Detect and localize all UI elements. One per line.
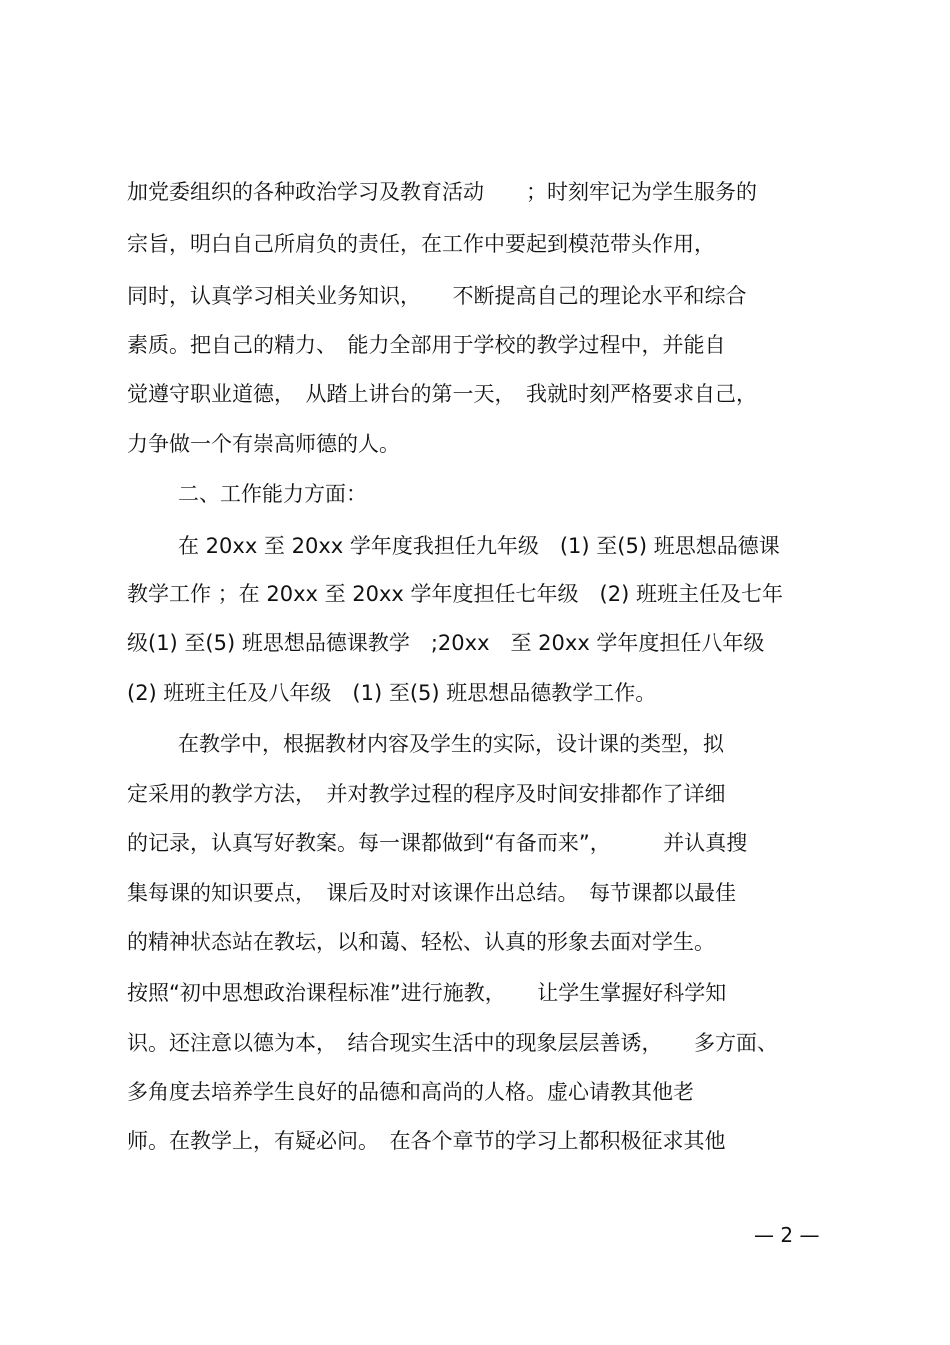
- text-line: 定采用的教学方法， 并对教学过程的程序及时间安排都作了详细: [127, 782, 726, 806]
- text-line: 同时，认真学习相关业务知识， 不断提高自己的理论水平和综合: [127, 284, 747, 308]
- text-line: 觉遵守职业道德， 从踏上讲台的第一天， 我就时刻严格要求自己，: [127, 382, 757, 406]
- text-line: 在 20xx 至 20xx 学年度我担任九年级 (1) 至(5) 班思想品德课: [178, 534, 780, 558]
- text-line: 多角度去培养学生良好的品德和高尚的人格。虚心请教其他老: [127, 1080, 694, 1104]
- section-heading: 二、工作能力方面：: [178, 482, 367, 506]
- text-line: 的记录，认真写好教案。每一课都做到“有备而来”， 并认真搜: [127, 831, 748, 855]
- text-line: 按照“初中思想政治课程标准”进行施教， 让学生掌握好科学知: [127, 981, 727, 1005]
- text-line: 加党委组织的各种政治学习及教育活动 ；时刻牢记为学生服务的: [127, 180, 757, 204]
- text-line: 在教学中，根据教材内容及学生的实际，设计课的类型，拟: [178, 732, 724, 756]
- page-number: — 2 —: [754, 1223, 820, 1247]
- text-line: (2) 班班主任及八年级 (1) 至(5) 班思想品德教学工作。: [127, 681, 657, 705]
- text-line: 级(1) 至(5) 班思想品德课教学 ;20xx 至 20xx 学年度担任八年级: [127, 631, 765, 655]
- text-line: 力争做一个有崇高师德的人。: [127, 432, 400, 456]
- text-line: 集每课的知识要点， 课后及时对该课作出总结。 每节课都以最佳: [127, 881, 736, 905]
- text-line: 的精神状态站在教坛，以和蔼、轻松、认真的形象去面对学生。: [127, 930, 715, 954]
- text-line: 教学工作 ；在 20xx 至 20xx 学年度担任七年级 (2) 班班主任及七年: [127, 582, 783, 606]
- text-line: 宗旨，明白自己所肩负的责任，在工作中要起到模范带头作用，: [127, 232, 715, 256]
- text-line: 素质。把自己的精力、 能力全部用于学校的教学过程中，并能自: [127, 333, 726, 357]
- text-line: 识。还注意以德为本， 结合现实生活中的现象层层善诱， 多方面、: [127, 1031, 778, 1055]
- text-line: 师。在教学上，有疑必问。 在各个章节的学习上都积极征求其他: [127, 1129, 726, 1153]
